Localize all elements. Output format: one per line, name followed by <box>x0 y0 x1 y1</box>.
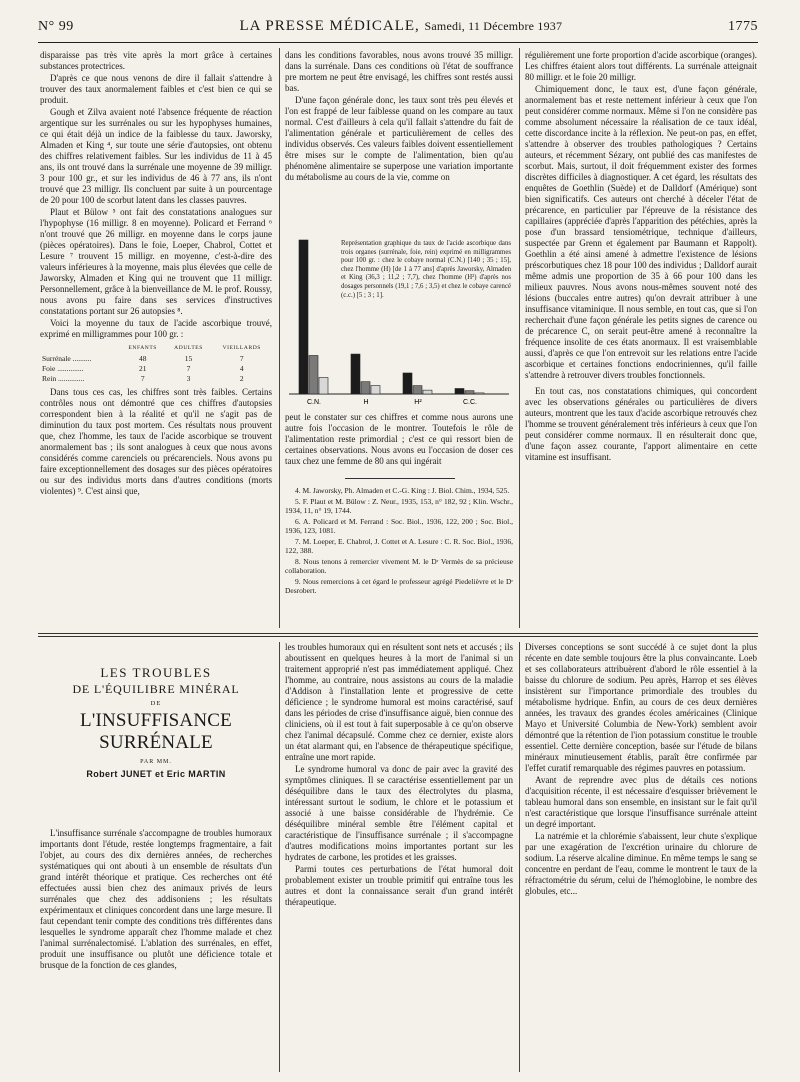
chart-bar <box>403 373 412 394</box>
byline-prefix: PAR MM. <box>140 759 172 765</box>
article-title-main: L'INSUFFISANCE SURRÉNALE <box>80 710 232 753</box>
chart-bar <box>319 378 328 395</box>
paragraph: les troubles humoraux qui en résultent sont nets et accusés ; ils aboutissent en quelques heures à la mort de l'animal si un traitement approprié n'est pas immédiatement appliqué. Chez l'homme, au contraire, nous assistons au cours de la maladie d'Addison à l'installation lente et progressive de cette déficience ; le syndrome humoral est moins caractérisé, sauf dans les périodes de crise d'insuffisance aiguë, bien connue des cliniciens, où il est tout à fait superposable à ce qu'on observe chez l'animal décapsulé. Comme chez ce dernier, existe alors un état alarmant qui, en l'absence de thérapeutique spécifique, entraîne une mort rapide. <box>285 642 513 762</box>
upper-column-3 <box>525 50 757 464</box>
table-header: VIEILLARDS <box>222 345 261 351</box>
reference: 6. A. Policard et M. Ferrand : Soc. Biol., 1936, 122, 200 ; Soc. Biol., 1936, 123, 1081. <box>285 516 513 535</box>
paragraph: Avant de reprendre avec plus de détails ces notions d'acquisition récente, il est nécessaire d'esquisser brièvement le tableau humoral dans son ensemble, en insistant sur le fait qu'il n'est caractéristique que lorsque l'insuffisance surrénale atteint un degré important. <box>525 775 757 829</box>
paragraph: Voici la moyenne du taux de l'acide ascorbique trouvé, exprimé en milligrammes pour 100 gr. : <box>40 318 272 339</box>
lower-column-2 <box>285 642 513 909</box>
footnote-rule <box>345 478 455 479</box>
chart-bar <box>361 382 370 394</box>
figure-caption: Représentation graphique du taux de l'acide ascorbique dans trois organes (surrénale, foie, rein) exprimé en milligrammes pour 100 gr. : chez le cobaye normal (C.N.) [140 ; 35 ; 15], chez l'homme (H) [de 1 à 77 ans] d'après Jaworsky, Almaden et King (36,3 ; 11,2 ; 7,7), chez l'homme (H²) d'après nos dosages personnels (19,1 ; 7,6 ; 3,5) et chez le cobaye carencé (c.c.) [5 ; 3 ; 1]. <box>341 240 511 299</box>
chart-bar <box>465 391 474 394</box>
paragraph: Chimiquement donc, le taux est, d'une façon générale, anormalement bas et reste nettement inférieur à ceux que l'on peut considérer comme normaux. Même si l'on ne considère pas comme absolument nécessaire la réalisation de ce taux idéal, cette discordance incite à la réflexion. Ne peut-on pas, en effet, s'attendre à observer des troubles pathologiques ? Certains auteurs, et récemment Sézary, ont publié des cas manifestes de scorbut. Mais, surtout, il doit fréquemment exister des formes discrètes difficiles à diagnostiquer. A cet égard, les résultats des enquêtes de Goethlin (Suède) et de Dalldorf (Amérique) sont bien significatifs. Ces auteurs ont cherché à déceler l'état de précarence, en particulier par l'épreuve de la résistance des capillaires (appréciée d'après l'apparition des pétéchies, après la pose d'un brassard tensiométrique, technique d'ailleurs, suspectée par Grenn et également par Baumann et Rappolt). Goethlin a été ainsi amené à admettre l'existence de lésions préscorbutiques chez 18 pour 100 des individus ; Dalldorf aurait même admis une proportion de 35 à 66 pour 100 dans les milieux pauvres. Nous avons nous-mêmes souvent noté des lésions (buccales entre autres) qu'on devrait attribuer à une insuffisance vitaminique. Il nous semble, en tout cas, que si l'on recherchait d'une façon générale les petits signes de carence ou de précarence C, on serait peut-être amené à reconnaître la fréquence insolite de ces états anormaux. Il est vraisemblable aussi, d'après ce que l'on entrevoit sur les relations entre l'acide ascorbique et certaines fonctions endocriniennes, qu'il faille s'attendre à retrouver divers troubles fonctionnels. <box>525 84 757 380</box>
chart-category-label: C.C. <box>463 399 477 406</box>
lower-column-1 <box>40 828 272 972</box>
chart-bar <box>351 354 360 394</box>
article-title-block <box>40 664 272 779</box>
paragraph: Diverses conceptions se sont succédé à ce sujet dont la plus récente en date semble toujours être la plus convaincante. Loeb et ses collaborateurs attribuèrent d'abord le rôle essentiel à la baisse du chlorure de sodium. Peu après, Harrop et ses élèves insistèrent sur l'importance primordiale des troubles du métabolisme hydrique. Enfin, au cours de ces deux dernières années, les travaux des grandes écoles américaines (Clinique Mayo et Université Columbia de New-York) semblent avoir démontré que la rétention de l'ion potassium constitue le trouble essentiel. Cette dernière conception, basée sur l'étude de bilans minéraux minutieusement établis, paraît être confirmée par l'effet curatif remarquable des régimes pauvres en potassium. <box>525 642 757 773</box>
lower-column-3 <box>525 642 757 898</box>
upper-column-2 <box>285 50 513 184</box>
reference: 7. M. Loeper, E. Chabrol, J. Cottet et A. Lesure : C. R. Soc. Biol., 1936, 122, 388. <box>285 536 513 555</box>
chart-bar <box>423 390 432 394</box>
paragraph: L'insuffisance surrénale s'accompagne de troubles humoraux importants dont l'étude, restée longtemps fragmentaire, a fait l'objet, au cours des dix dernières années, de recherches systématiques qui ont abouti à un ensemble de résultats d'un grand intérêt théorique et pratique. Ces recherches ont été effectuées aussi bien chez des animaux privés de leurs surrénales que chez des addisoniens ; les résultats expérimentaux et cliniques concordent dans une large mesure. Il faut cependant tenir compte des conditions très différentes dans lesquelles le syndrome apparaît chez l'homme malade et chez l'animal surrénalectomisé. L'ablation des surrénales, en effet, produit une insuffisance ou plutôt une déficience totale et brusque de la fonction de ces glandes, <box>40 828 272 970</box>
table-row: Surrénale .......... 48 15 7 <box>42 354 244 363</box>
chart-bar <box>299 240 308 394</box>
reference: 9. Nous remercions à cet égard le professeur agrégé Piedelièvre et le Dʳ Desrobert. <box>285 576 513 595</box>
reference: 4. M. Jaworsky, Ph. Almaden et C.-G. King : J. Biol. Chim., 1934, 525. <box>295 486 510 495</box>
paragraph: Le syndrome humoral va donc de pair avec la gravité des symptômes cliniques. Il se caractérise essentiellement par un déséquilibre dans le taux des électrolytes du plasma, intéressant surtout le sodium, le chlore et le potassium et associé à une baisse considérable de l'hydrémie. Ce déséquilibre minéral semble être l'élément capital et caractéristique de l'insuffisance surrénale ; il s'accompagne d'autres modifications moins importantes portant sur les hydrates de carbone, les protides et les graisses. <box>285 764 513 862</box>
paragraph: En tout cas, nos constatations chimiques, qui concordent avec les observations générales ou particulières de divers auteurs, montrent que les taux d'acide ascorbique retrouvés chez l'homme se trouvent généralement très inférieurs à ceux que l'on peut considérer comme normaux. Il en résulterait donc que, d'une façon assez courante, l'apport alimentaire en cette vitamine est insuffisant. <box>525 386 757 462</box>
chart-category-label: H² <box>414 399 422 406</box>
article-title-line: LES TROUBLES <box>100 665 212 680</box>
reference: 8. Nous tenons à remercier vivement M. le Dʳ Vermès de sa précieuse collaboration. <box>285 556 513 575</box>
paragraph: Parmi toutes ces perturbations de l'état humoral doit probablement exister un trouble primitif qui entraîne tous les autres et dont la connaissance serait d'un grand intérêt thérapeutique. <box>285 864 513 907</box>
chart-bar <box>455 389 464 395</box>
article-title-line: DE L'ÉQUILIBRE MINÉRAL <box>72 682 240 696</box>
chart-bar <box>413 386 422 394</box>
paragraph: Plaut et Bülow ⁵ ont fait des constatations analogues sur l'hypophyse (16 milligr. 8 en moyenne). Policard et Ferrand ⁶ n'ont trouvé que 26 milligr. en moyenne dans le corps jaune (pièces opératoires). Dans le foie, Loeper, Chabrol, Cottet et Lesure ⁷ trouvent 15 milligr. en moyenne, c'est-à-dire des valeurs inférieures à la moyenne, mais plus élevées que celle de Jaworsky, Almaden et King qui ne trouvent que 11 milligr. Personnellement, grâce à la bienveillance de M. le prof. Roussy, nous avons pu faire dans ses services d'instructives constatations portant sur 26 autopsies ⁸. <box>40 207 272 316</box>
paragraph: Gough et Zilva avaient noté l'absence fréquente de réaction argentique sur les surrénales ou sur les hypophyses humaines, ce qui était déjà un indice de la faiblesse du taux. Jaworsky, Almaden et King ⁴, sur toute une série d'autopsies, ont obtenu des chiffres relativement faibles. Sur les individus de 11 à 45 ans, ils ont trouvé dans la surrénale une moyenne de 39 milligr. 3 pour 100 gr., et sur les individus de 46 à 77 ans, ils n'ont trouvé que 23 milligr. Ils concluent par suite à un pourcentage de 20 pour 100 de scorbut latent dans les classes pauvres. <box>40 107 272 205</box>
column-divider <box>519 48 520 628</box>
paragraph: disparaisse pas très vite après la mort grâce à certaines substances protectrices. <box>40 50 272 71</box>
chart-bar <box>371 386 380 394</box>
column-divider <box>519 642 520 1072</box>
paragraph: Dans tous ces cas, les chiffres sont très faibles. Certains contrôles nous ont démontré que ces chiffres d'autopsies correspondent bien à la réalité et qu'il ne s'agit pas de diminution du taux post mortem. Ces résultats nous prouvent que, chez l'homme, les taux de l'acide ascorbique se trouvent anormalement bas ; ils sont analogues à ceux que nous avons considérés comme carenciels ou précarenciels. Nous avons pu faire exceptionnellement des dosages sur des pièces opératoires ou sur des individus morts dans d'autres conditions (morts violentes) ⁹. C'est ainsi que, <box>40 387 272 496</box>
ascorbic-acid-table <box>40 342 272 384</box>
paragraph: La natrémie et la chlorémie s'abaissent, leur chute s'explique par une exagération de l'excrétion urinaire du chlorure de sodium. La réserve alcaline diminue. En même temps le sang se concentre en perdant de l'eau, comme le montrent le taux de la réfractométrie du sérum, celui de l'hémoglobine, le nombre des globules, etc... <box>525 831 757 896</box>
article-title-line: DE <box>150 700 162 707</box>
column-divider <box>279 642 280 1072</box>
paragraph: D'une façon générale donc, les taux sont très peu élevés et l'on est frappé de leur faiblesse quand on les compare au taux normal. C'est d'ailleurs à cela qu'il fallait s'attendre du fait de l'alimentation générale et particulièrement de celles des individus observés. Ces valeurs faibles doivent essentiellement être mises sur le compte de l'alimentation, bien qu'au phénomène alimentaire se superpose une variation importante du métabolisme au cours de la vie, comme on <box>285 95 513 182</box>
references <box>285 486 513 597</box>
page-number: 1775 <box>727 19 758 34</box>
chart-bar <box>309 356 318 395</box>
chart-bar <box>475 393 484 394</box>
article-separator <box>38 633 758 634</box>
table-row: Foie .............. 21 7 4 <box>42 364 244 373</box>
column-divider <box>279 48 280 628</box>
journal-name: LA PRESSE MÉDICALE, <box>239 18 420 34</box>
chart-category-label: H <box>363 399 369 406</box>
article-authors: Robert JUNET et Eric MARTIN <box>86 769 226 779</box>
ascorbic-acid-figure <box>285 236 513 408</box>
paragraph: régulièrement une forte proportion d'acide ascorbique (oranges). Les chiffres étaient alors tout différents. La surrénale atteignait 80 milligr. et le foie 20 milligr. <box>525 50 757 82</box>
table-row: Rein .............. 7 3 2 <box>42 374 244 383</box>
table-header: ADULTES <box>174 345 203 351</box>
header-rule <box>38 42 758 43</box>
upper-column-1 <box>40 50 272 498</box>
journal-masthead <box>240 18 563 35</box>
paragraph: dans les conditions favorables, nous avons trouvé 35 milligr. dans la surrénale. Dans ces conditions où l'état de souffrance pre mortem ne peut être envisagé, les chiffres sont restés aussi bas. <box>285 50 513 93</box>
issue-number: N° 99 <box>38 19 74 34</box>
paragraph: peut le constater sur ces chiffres et comme nous aurons une autre fois l'occasion de le montrer. Toutefois le rôle de l'alimentation reste primordial ; c'est ce qui ressort bien de certaines observations. Nous avons eu l'occasion de doser ces taux chez une femme de 80 ans qui ingérait <box>285 412 513 466</box>
reference: 5. F. Plaut et M. Bülow : Z. Neur., 1935, 153, n° 182, 92 ; Klin. Wschr., 1934, 11, n° 19, 1744. <box>285 496 513 515</box>
upper-column-2-continued <box>285 412 513 468</box>
paragraph: D'après ce que nous venons de dire il fallait s'attendre à trouver des taux anormalement faibles et c'est bien ce qui se produit. <box>40 73 272 105</box>
table-header: ENFANTS <box>128 345 157 351</box>
chart-category-label: C.N. <box>307 399 321 406</box>
issue-date: Samedi, 11 Décembre 1937 <box>424 19 563 33</box>
article-separator <box>38 636 758 637</box>
page-header <box>38 18 758 38</box>
